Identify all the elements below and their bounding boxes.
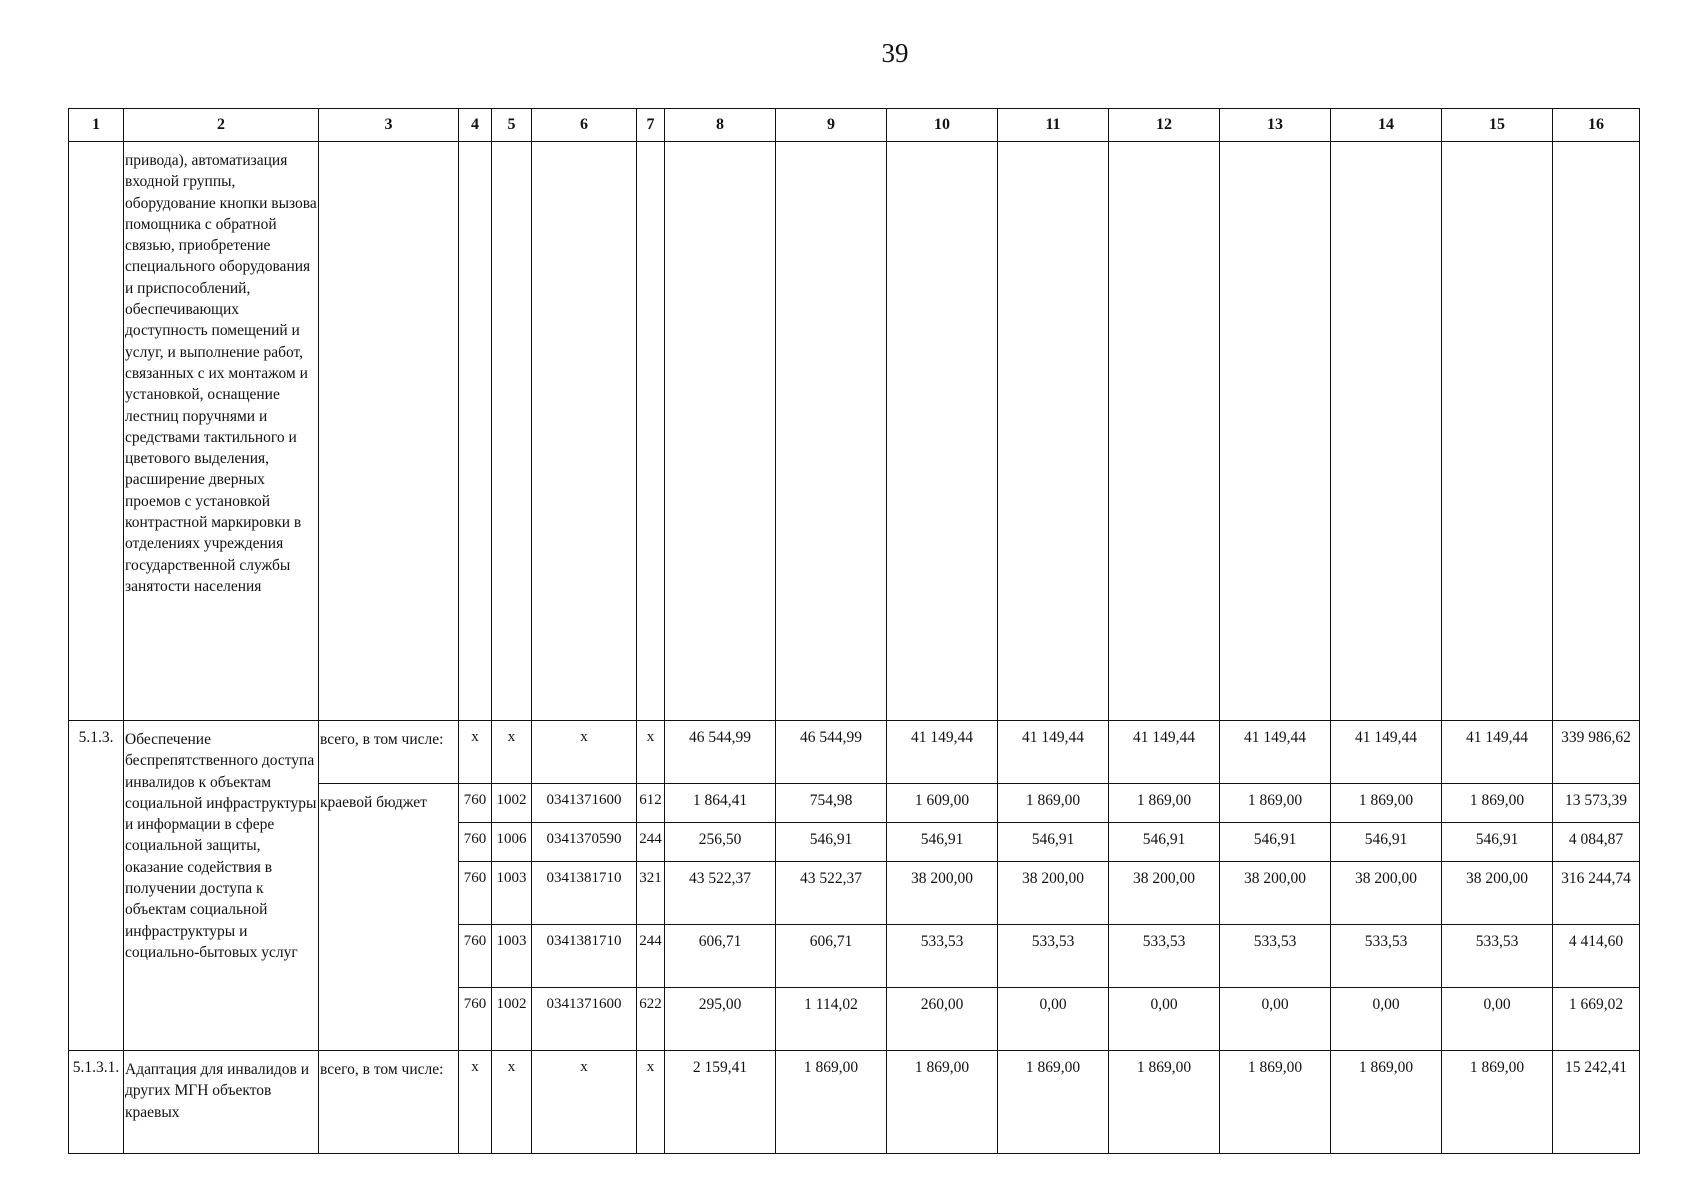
cell: 612	[637, 784, 665, 823]
cell: 546,91	[887, 823, 998, 862]
cell: х	[637, 1051, 665, 1154]
cell: 533,53	[1442, 925, 1553, 988]
cell: х	[492, 721, 532, 784]
header-col-8: 8	[665, 109, 776, 142]
continuation-row	[69, 142, 1640, 721]
cell: 46 544,99	[665, 721, 776, 784]
header-col-12: 12	[1109, 109, 1220, 142]
item-513-total-row	[69, 721, 1640, 784]
cell: 760	[459, 988, 492, 1051]
cell: 339 986,62	[1553, 721, 1640, 784]
cell: 13 573,39	[1553, 784, 1640, 823]
cell: 256,50	[665, 823, 776, 862]
cell: 533,53	[1220, 925, 1331, 988]
item-5131-total-row	[69, 1051, 1640, 1154]
item-5131-number: 5.1.3.1.	[69, 1051, 124, 1154]
cell: 2 159,41	[665, 1051, 776, 1154]
page-number: 39	[881, 38, 909, 68]
cell: 546,91	[776, 823, 887, 862]
cell: 46 544,99	[776, 721, 887, 784]
cell: 1006	[492, 823, 532, 862]
cell: 1 869,00	[998, 1051, 1109, 1154]
cell: 1 114,02	[776, 988, 887, 1051]
cell: 38 200,00	[1220, 862, 1331, 925]
cell: 533,53	[887, 925, 998, 988]
cell: 760	[459, 925, 492, 988]
header-col-14: 14	[1331, 109, 1442, 142]
cell: 1 869,00	[1220, 784, 1331, 823]
cell: 38 200,00	[1109, 862, 1220, 925]
cell: 1 669,02	[1553, 988, 1640, 1051]
cell: 0,00	[1109, 988, 1220, 1051]
cell: 244	[637, 925, 665, 988]
cell: 760	[459, 823, 492, 862]
cell: 0341381710	[532, 862, 637, 925]
item-513-name: Обеспечение беспрепятственного доступа инвалидов к объектам социальной инфраструктуры и информации в сфере социальной защиты, оказание содействия в получении доступа к объектам социальной инфраструктуры и социально-бытовых услуг	[124, 721, 319, 1051]
header-col-2: 2	[124, 109, 319, 142]
cell: 41 149,44	[1220, 721, 1331, 784]
cell: 38 200,00	[1442, 862, 1553, 925]
header-col-10: 10	[887, 109, 998, 142]
cell: 546,91	[1220, 823, 1331, 862]
cell: 244	[637, 823, 665, 862]
cell: 533,53	[998, 925, 1109, 988]
cell: 1 869,00	[1331, 1051, 1442, 1154]
cell: 1002	[492, 988, 532, 1051]
cell: 1 869,00	[1109, 784, 1220, 823]
budget-table	[68, 108, 1640, 1154]
cell: 38 200,00	[887, 862, 998, 925]
item-513-number: 5.1.3.	[69, 721, 124, 1051]
cell: 1 869,00	[1220, 1051, 1331, 1154]
cell: 533,53	[1109, 925, 1220, 988]
cell: 1 869,00	[1109, 1051, 1220, 1154]
item-513-budget-label: краевой бюджет	[319, 784, 459, 1051]
header-col-6: 6	[532, 109, 637, 142]
cell: 41 149,44	[1331, 721, 1442, 784]
cell: 1 609,00	[887, 784, 998, 823]
cell: 1003	[492, 925, 532, 988]
cell: 1002	[492, 784, 532, 823]
cell: 1 869,00	[887, 1051, 998, 1154]
cell: 0,00	[1220, 988, 1331, 1051]
column-number-header-row	[69, 109, 1640, 142]
cell: 38 200,00	[1331, 862, 1442, 925]
cell: 0341371600	[532, 784, 637, 823]
item-5131-name: Адаптация для инвалидов и других МГН объектов краевых	[124, 1051, 319, 1154]
cell: 41 149,44	[998, 721, 1109, 784]
cell: 754,98	[776, 784, 887, 823]
cell: 41 149,44	[1442, 721, 1553, 784]
cell: 0341371600	[532, 988, 637, 1051]
cell: 546,91	[1331, 823, 1442, 862]
cell: 0,00	[998, 988, 1109, 1051]
cell: 38 200,00	[998, 862, 1109, 925]
cell: х	[492, 1051, 532, 1154]
cell: 760	[459, 862, 492, 925]
cell: 15 242,41	[1553, 1051, 1640, 1154]
cell: 0,00	[1442, 988, 1553, 1051]
cell: х	[459, 721, 492, 784]
cell: 43 522,37	[665, 862, 776, 925]
cell: 1003	[492, 862, 532, 925]
cell: 0341381710	[532, 925, 637, 988]
cell: 4 084,87	[1553, 823, 1640, 862]
cell: 533,53	[1331, 925, 1442, 988]
cell: 295,00	[665, 988, 776, 1051]
cell: 4 414,60	[1553, 925, 1640, 988]
continuation-name: привода), автоматизация входной группы, оборудование кнопки вызова помощника с обратной связью, приобретение специального оборудования и приспособлений, обеспечивающих доступность помещений и услуг, и выполнение работ, связанных с их монтажом и установкой, оснащение лестниц поручнями и средствами тактильного и цветового выделения, расширение дверных проемов с установкой контрастной маркировки в отделениях учреждения государственной службы занятости населения	[124, 142, 319, 721]
cell: 1 869,00	[776, 1051, 887, 1154]
cell: х	[532, 721, 637, 784]
cell: 0341370590	[532, 823, 637, 862]
cell: 546,91	[1109, 823, 1220, 862]
cell: х	[459, 1051, 492, 1154]
header-col-15: 15	[1442, 109, 1553, 142]
cell: 546,91	[1442, 823, 1553, 862]
cell: 41 149,44	[887, 721, 998, 784]
cell: 0,00	[1331, 988, 1442, 1051]
cell: 1 864,41	[665, 784, 776, 823]
cell: х	[637, 721, 665, 784]
cell: 760	[459, 784, 492, 823]
header-col-13: 13	[1220, 109, 1331, 142]
cell: 1 869,00	[1442, 1051, 1553, 1154]
header-col-5: 5	[492, 109, 532, 142]
cell: 316 244,74	[1553, 862, 1640, 925]
header-col-11: 11	[998, 109, 1109, 142]
header-col-1: 1	[69, 109, 124, 142]
header-col-9: 9	[776, 109, 887, 142]
cell: 41 149,44	[1109, 721, 1220, 784]
cell: 606,71	[665, 925, 776, 988]
cell: 1 869,00	[998, 784, 1109, 823]
header-col-7: 7	[637, 109, 665, 142]
cell: 606,71	[776, 925, 887, 988]
cell: 1 869,00	[1442, 784, 1553, 823]
cell: 43 522,37	[776, 862, 887, 925]
cell: 321	[637, 862, 665, 925]
cell: 622	[637, 988, 665, 1051]
cell: 260,00	[887, 988, 998, 1051]
cell: 1 869,00	[1331, 784, 1442, 823]
item-513-total-label: всего, в том числе:	[319, 721, 459, 784]
header-col-4: 4	[459, 109, 492, 142]
item-5131-total-label: всего, в том числе:	[319, 1051, 459, 1154]
header-col-3: 3	[319, 109, 459, 142]
header-col-16: 16	[1553, 109, 1640, 142]
cell: 546,91	[998, 823, 1109, 862]
cell: х	[532, 1051, 637, 1154]
